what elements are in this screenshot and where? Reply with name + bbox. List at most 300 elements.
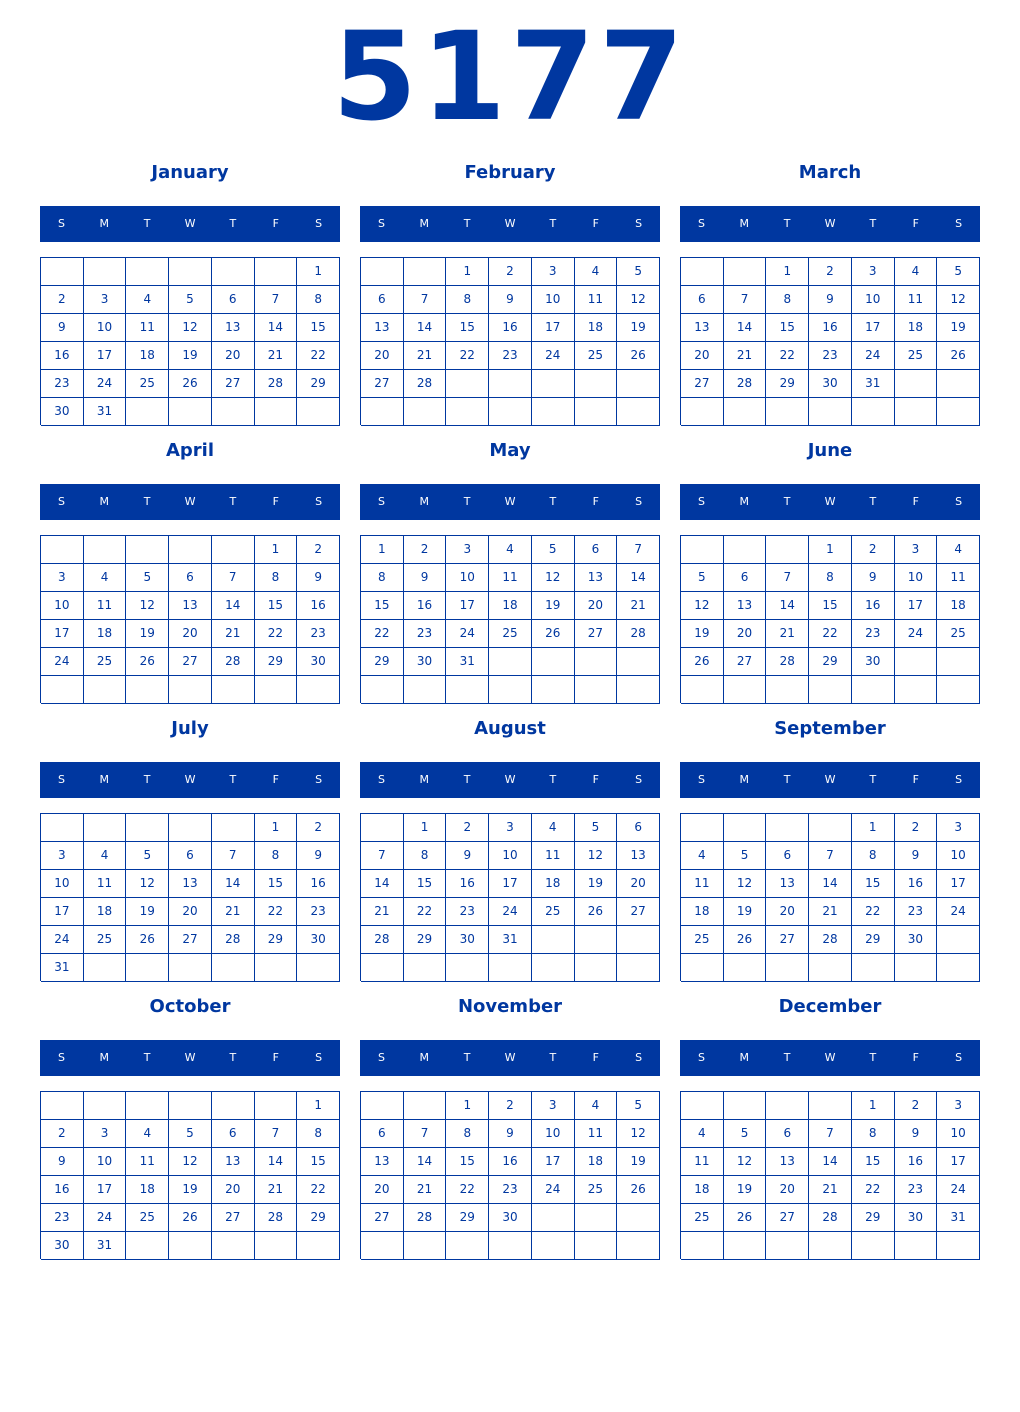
empty-day-cell bbox=[681, 1232, 724, 1260]
empty-day-cell bbox=[446, 676, 489, 704]
day-cell: 28 bbox=[361, 926, 404, 954]
day-cell: 3 bbox=[489, 814, 532, 842]
day-cell: 18 bbox=[937, 592, 980, 620]
weekday-header: W bbox=[184, 217, 196, 230]
day-cell: 16 bbox=[446, 870, 489, 898]
day-cell: 9 bbox=[404, 564, 447, 592]
day-cell: 30 bbox=[895, 1204, 938, 1232]
empty-day-cell bbox=[255, 1232, 298, 1260]
weekday-header-bar bbox=[360, 762, 660, 798]
empty-day-cell bbox=[361, 398, 404, 426]
day-cell: 8 bbox=[852, 1120, 895, 1148]
day-grid bbox=[360, 1091, 660, 1259]
day-cell: 10 bbox=[84, 1148, 127, 1176]
day-cell: 2 bbox=[852, 536, 895, 564]
day-cell: 14 bbox=[404, 1148, 447, 1176]
empty-day-cell bbox=[404, 954, 447, 982]
day-cell: 25 bbox=[489, 620, 532, 648]
day-cell: 15 bbox=[361, 592, 404, 620]
day-cell: 11 bbox=[532, 842, 575, 870]
empty-day-cell bbox=[361, 814, 404, 842]
day-cell: 30 bbox=[446, 926, 489, 954]
day-cell: 21 bbox=[255, 1176, 298, 1204]
day-cell: 20 bbox=[361, 342, 404, 370]
empty-day-cell bbox=[404, 258, 447, 286]
day-cell: 8 bbox=[446, 286, 489, 314]
day-cell: 19 bbox=[681, 620, 724, 648]
empty-day-cell bbox=[532, 648, 575, 676]
day-cell: 28 bbox=[212, 648, 255, 676]
weekday-header: T bbox=[229, 1051, 237, 1064]
weekday-header: T bbox=[869, 217, 877, 230]
day-cell: 7 bbox=[809, 842, 852, 870]
day-cell: 2 bbox=[809, 258, 852, 286]
day-cell: 28 bbox=[212, 926, 255, 954]
day-cell: 17 bbox=[84, 1176, 127, 1204]
day-cell: 23 bbox=[41, 370, 84, 398]
day-cell: 6 bbox=[724, 564, 767, 592]
weekday-header: T bbox=[549, 773, 557, 786]
day-cell: 21 bbox=[809, 898, 852, 926]
weekday-header: S bbox=[697, 773, 705, 786]
day-cell: 23 bbox=[404, 620, 447, 648]
day-cell: 22 bbox=[297, 342, 340, 370]
day-cell: 22 bbox=[766, 342, 809, 370]
weekday-header: S bbox=[315, 495, 323, 508]
empty-day-cell bbox=[766, 814, 809, 842]
day-cell: 10 bbox=[489, 842, 532, 870]
day-cell: 22 bbox=[297, 1176, 340, 1204]
empty-day-cell bbox=[446, 370, 489, 398]
empty-day-cell bbox=[532, 370, 575, 398]
day-cell: 24 bbox=[489, 898, 532, 926]
weekday-header: S bbox=[955, 495, 963, 508]
empty-day-cell bbox=[532, 398, 575, 426]
day-cell: 28 bbox=[617, 620, 660, 648]
day-cell: 20 bbox=[724, 620, 767, 648]
empty-day-cell bbox=[126, 1092, 169, 1120]
empty-day-cell bbox=[617, 1232, 660, 1260]
empty-day-cell bbox=[766, 1232, 809, 1260]
day-cell: 14 bbox=[255, 1148, 298, 1176]
day-cell: 4 bbox=[937, 536, 980, 564]
empty-day-cell bbox=[681, 536, 724, 564]
day-cell: 5 bbox=[169, 1120, 212, 1148]
day-cell: 26 bbox=[617, 1176, 660, 1204]
month-name: October bbox=[149, 996, 231, 1017]
day-cell: 17 bbox=[937, 870, 980, 898]
empty-day-cell bbox=[212, 1092, 255, 1120]
day-cell: 13 bbox=[212, 1148, 255, 1176]
day-cell: 24 bbox=[446, 620, 489, 648]
day-cell: 8 bbox=[766, 286, 809, 314]
weekday-header: M bbox=[99, 495, 110, 508]
day-cell: 23 bbox=[895, 1176, 938, 1204]
empty-day-cell bbox=[724, 258, 767, 286]
day-cell: 26 bbox=[724, 926, 767, 954]
weekday-header: M bbox=[419, 495, 430, 508]
day-cell: 23 bbox=[489, 342, 532, 370]
day-cell: 24 bbox=[895, 620, 938, 648]
day-cell: 6 bbox=[766, 842, 809, 870]
empty-day-cell bbox=[212, 814, 255, 842]
day-cell: 16 bbox=[895, 1148, 938, 1176]
day-cell: 22 bbox=[446, 1176, 489, 1204]
empty-day-cell bbox=[297, 954, 340, 982]
day-cell: 25 bbox=[84, 926, 127, 954]
day-cell: 27 bbox=[766, 926, 809, 954]
day-cell: 24 bbox=[532, 342, 575, 370]
day-cell: 6 bbox=[169, 564, 212, 592]
empty-day-cell bbox=[895, 648, 938, 676]
day-cell: 24 bbox=[532, 1176, 575, 1204]
day-cell: 10 bbox=[895, 564, 938, 592]
weekday-header: F bbox=[272, 773, 279, 786]
empty-day-cell bbox=[84, 1092, 127, 1120]
weekday-header: S bbox=[57, 217, 65, 230]
day-cell: 27 bbox=[212, 1204, 255, 1232]
day-cell: 29 bbox=[297, 370, 340, 398]
day-cell: 2 bbox=[446, 814, 489, 842]
weekday-header: M bbox=[739, 217, 750, 230]
weekday-header: F bbox=[592, 773, 599, 786]
day-grid bbox=[40, 257, 340, 425]
day-cell: 31 bbox=[41, 954, 84, 982]
day-cell: 27 bbox=[575, 620, 618, 648]
day-cell: 5 bbox=[617, 258, 660, 286]
day-cell: 19 bbox=[617, 1148, 660, 1176]
day-cell: 30 bbox=[489, 1204, 532, 1232]
day-cell: 21 bbox=[809, 1176, 852, 1204]
day-cell: 17 bbox=[532, 314, 575, 342]
month-name: February bbox=[464, 162, 556, 183]
day-cell: 3 bbox=[41, 842, 84, 870]
day-cell: 6 bbox=[361, 286, 404, 314]
day-cell: 22 bbox=[852, 898, 895, 926]
empty-day-cell bbox=[446, 398, 489, 426]
weekday-header: W bbox=[184, 495, 196, 508]
day-cell: 18 bbox=[489, 592, 532, 620]
empty-day-cell bbox=[41, 258, 84, 286]
day-cell: 18 bbox=[895, 314, 938, 342]
day-cell: 7 bbox=[255, 286, 298, 314]
day-cell: 28 bbox=[255, 370, 298, 398]
empty-day-cell bbox=[937, 398, 980, 426]
empty-day-cell bbox=[809, 814, 852, 842]
empty-day-cell bbox=[169, 536, 212, 564]
weekday-header: W bbox=[504, 1051, 516, 1064]
empty-day-cell bbox=[255, 954, 298, 982]
day-cell: 30 bbox=[297, 648, 340, 676]
day-cell: 12 bbox=[937, 286, 980, 314]
day-cell: 2 bbox=[297, 814, 340, 842]
empty-day-cell bbox=[41, 536, 84, 564]
day-cell: 12 bbox=[724, 870, 767, 898]
empty-day-cell bbox=[41, 814, 84, 842]
empty-day-cell bbox=[489, 1232, 532, 1260]
empty-day-cell bbox=[575, 370, 618, 398]
day-cell: 12 bbox=[126, 870, 169, 898]
day-cell: 4 bbox=[126, 286, 169, 314]
day-cell: 26 bbox=[681, 648, 724, 676]
day-cell: 4 bbox=[681, 1120, 724, 1148]
day-cell: 25 bbox=[681, 1204, 724, 1232]
day-grid bbox=[680, 535, 980, 703]
day-cell: 8 bbox=[404, 842, 447, 870]
empty-day-cell bbox=[532, 676, 575, 704]
day-cell: 28 bbox=[766, 648, 809, 676]
day-cell: 22 bbox=[809, 620, 852, 648]
day-cell: 13 bbox=[361, 314, 404, 342]
day-cell: 1 bbox=[255, 814, 298, 842]
weekday-header: S bbox=[955, 217, 963, 230]
day-cell: 25 bbox=[895, 342, 938, 370]
day-cell: 11 bbox=[126, 1148, 169, 1176]
weekday-header: S bbox=[377, 1051, 385, 1064]
day-cell: 31 bbox=[84, 1232, 127, 1260]
empty-day-cell bbox=[255, 258, 298, 286]
weekday-header-bar bbox=[680, 762, 980, 798]
weekday-header-bar bbox=[360, 1040, 660, 1076]
day-cell: 26 bbox=[937, 342, 980, 370]
day-cell: 16 bbox=[41, 1176, 84, 1204]
day-cell: 27 bbox=[361, 370, 404, 398]
empty-day-cell bbox=[617, 648, 660, 676]
empty-day-cell bbox=[575, 398, 618, 426]
day-cell: 6 bbox=[575, 536, 618, 564]
day-cell: 20 bbox=[212, 1176, 255, 1204]
empty-day-cell bbox=[575, 1204, 618, 1232]
day-cell: 24 bbox=[937, 1176, 980, 1204]
day-cell: 13 bbox=[169, 870, 212, 898]
weekday-header: T bbox=[229, 773, 237, 786]
day-cell: 15 bbox=[852, 1148, 895, 1176]
weekday-header: M bbox=[99, 1051, 110, 1064]
day-cell: 9 bbox=[41, 314, 84, 342]
day-cell: 4 bbox=[489, 536, 532, 564]
month-name: December bbox=[778, 996, 882, 1017]
empty-day-cell bbox=[532, 1232, 575, 1260]
day-cell: 11 bbox=[84, 592, 127, 620]
year-title: 5177 bbox=[332, 6, 688, 148]
weekday-header: S bbox=[955, 1051, 963, 1064]
month-name: March bbox=[798, 162, 862, 183]
day-cell: 8 bbox=[297, 286, 340, 314]
empty-day-cell bbox=[169, 1092, 212, 1120]
day-cell: 15 bbox=[297, 1148, 340, 1176]
weekday-header: S bbox=[635, 495, 643, 508]
empty-day-cell bbox=[297, 398, 340, 426]
day-cell: 18 bbox=[126, 1176, 169, 1204]
day-cell: 18 bbox=[84, 898, 127, 926]
day-cell: 15 bbox=[297, 314, 340, 342]
empty-day-cell bbox=[255, 398, 298, 426]
day-cell: 27 bbox=[169, 926, 212, 954]
day-cell: 11 bbox=[681, 1148, 724, 1176]
day-cell: 7 bbox=[809, 1120, 852, 1148]
empty-day-cell bbox=[852, 954, 895, 982]
weekday-header: W bbox=[824, 1051, 836, 1064]
day-cell: 25 bbox=[937, 620, 980, 648]
weekday-header: T bbox=[143, 495, 151, 508]
day-cell: 5 bbox=[532, 536, 575, 564]
day-cell: 23 bbox=[297, 898, 340, 926]
day-cell: 7 bbox=[724, 286, 767, 314]
day-cell: 27 bbox=[169, 648, 212, 676]
empty-day-cell bbox=[84, 536, 127, 564]
empty-day-cell bbox=[212, 258, 255, 286]
weekday-header: S bbox=[315, 217, 323, 230]
day-cell: 30 bbox=[895, 926, 938, 954]
empty-day-cell bbox=[895, 1232, 938, 1260]
weekday-header: T bbox=[549, 217, 557, 230]
empty-day-cell bbox=[84, 954, 127, 982]
empty-day-cell bbox=[937, 1232, 980, 1260]
day-cell: 25 bbox=[126, 370, 169, 398]
day-cell: 24 bbox=[937, 898, 980, 926]
day-cell: 7 bbox=[617, 536, 660, 564]
day-cell: 4 bbox=[126, 1120, 169, 1148]
day-cell: 1 bbox=[446, 258, 489, 286]
day-cell: 29 bbox=[361, 648, 404, 676]
day-cell: 16 bbox=[852, 592, 895, 620]
empty-day-cell bbox=[895, 954, 938, 982]
day-cell: 19 bbox=[532, 592, 575, 620]
day-cell: 5 bbox=[575, 814, 618, 842]
day-cell: 9 bbox=[895, 842, 938, 870]
day-cell: 19 bbox=[575, 870, 618, 898]
day-cell: 29 bbox=[852, 926, 895, 954]
day-cell: 3 bbox=[84, 1120, 127, 1148]
day-cell: 30 bbox=[404, 648, 447, 676]
day-cell: 28 bbox=[404, 370, 447, 398]
weekday-header: T bbox=[463, 217, 471, 230]
day-cell: 2 bbox=[41, 1120, 84, 1148]
day-cell: 12 bbox=[617, 286, 660, 314]
day-cell: 21 bbox=[361, 898, 404, 926]
empty-day-cell bbox=[766, 398, 809, 426]
weekday-header: M bbox=[739, 1051, 750, 1064]
weekday-header: T bbox=[463, 1051, 471, 1064]
day-cell: 12 bbox=[126, 592, 169, 620]
day-cell: 29 bbox=[255, 648, 298, 676]
weekday-header: F bbox=[592, 495, 599, 508]
weekday-header-bar bbox=[360, 484, 660, 520]
empty-day-cell bbox=[532, 926, 575, 954]
day-cell: 23 bbox=[809, 342, 852, 370]
day-cell: 5 bbox=[126, 842, 169, 870]
weekday-header-bar bbox=[40, 762, 340, 798]
empty-day-cell bbox=[404, 1232, 447, 1260]
empty-day-cell bbox=[126, 536, 169, 564]
day-cell: 4 bbox=[895, 258, 938, 286]
weekday-header: T bbox=[869, 495, 877, 508]
day-cell: 25 bbox=[532, 898, 575, 926]
empty-day-cell bbox=[212, 954, 255, 982]
empty-day-cell bbox=[617, 676, 660, 704]
weekday-header: F bbox=[912, 1051, 919, 1064]
day-cell: 11 bbox=[126, 314, 169, 342]
day-cell: 17 bbox=[937, 1148, 980, 1176]
day-cell: 28 bbox=[809, 1204, 852, 1232]
weekday-header-bar bbox=[680, 206, 980, 242]
day-cell: 20 bbox=[212, 342, 255, 370]
day-cell: 21 bbox=[212, 620, 255, 648]
weekday-header: T bbox=[549, 495, 557, 508]
empty-day-cell bbox=[852, 676, 895, 704]
day-cell: 3 bbox=[937, 814, 980, 842]
month-name: April bbox=[165, 440, 215, 461]
empty-day-cell bbox=[809, 1232, 852, 1260]
day-cell: 25 bbox=[575, 1176, 618, 1204]
weekday-header: W bbox=[184, 773, 196, 786]
day-cell: 19 bbox=[126, 898, 169, 926]
day-cell: 18 bbox=[575, 314, 618, 342]
day-cell: 6 bbox=[212, 1120, 255, 1148]
weekday-header-bar bbox=[680, 484, 980, 520]
weekday-header: M bbox=[419, 773, 430, 786]
day-cell: 5 bbox=[724, 842, 767, 870]
day-cell: 10 bbox=[41, 870, 84, 898]
empty-day-cell bbox=[532, 954, 575, 982]
day-cell: 3 bbox=[852, 258, 895, 286]
weekday-header: W bbox=[504, 217, 516, 230]
weekday-header: S bbox=[697, 495, 705, 508]
day-cell: 10 bbox=[532, 1120, 575, 1148]
empty-day-cell bbox=[937, 648, 980, 676]
weekday-header: F bbox=[592, 217, 599, 230]
weekday-header: S bbox=[57, 773, 65, 786]
day-cell: 14 bbox=[404, 314, 447, 342]
day-cell: 8 bbox=[255, 842, 298, 870]
day-cell: 4 bbox=[84, 564, 127, 592]
weekday-header: W bbox=[504, 495, 516, 508]
day-cell: 9 bbox=[297, 842, 340, 870]
empty-day-cell bbox=[852, 1232, 895, 1260]
day-cell: 20 bbox=[681, 342, 724, 370]
weekday-header: M bbox=[99, 217, 110, 230]
empty-day-cell bbox=[575, 926, 618, 954]
empty-day-cell bbox=[361, 258, 404, 286]
weekday-header-bar bbox=[40, 484, 340, 520]
day-cell: 14 bbox=[809, 1148, 852, 1176]
day-cell: 8 bbox=[255, 564, 298, 592]
empty-day-cell bbox=[895, 398, 938, 426]
empty-day-cell bbox=[852, 398, 895, 426]
day-cell: 17 bbox=[895, 592, 938, 620]
empty-day-cell bbox=[41, 676, 84, 704]
day-cell: 11 bbox=[895, 286, 938, 314]
month-name: August bbox=[474, 718, 546, 739]
day-cell: 13 bbox=[724, 592, 767, 620]
empty-day-cell bbox=[575, 648, 618, 676]
day-cell: 26 bbox=[575, 898, 618, 926]
day-cell: 26 bbox=[169, 1204, 212, 1232]
empty-day-cell bbox=[446, 954, 489, 982]
month-name: January bbox=[151, 162, 229, 183]
day-cell: 6 bbox=[169, 842, 212, 870]
day-cell: 1 bbox=[852, 1092, 895, 1120]
day-cell: 16 bbox=[489, 314, 532, 342]
day-cell: 25 bbox=[575, 342, 618, 370]
day-cell: 13 bbox=[212, 314, 255, 342]
day-cell: 7 bbox=[212, 842, 255, 870]
weekday-header: W bbox=[504, 773, 516, 786]
day-cell: 25 bbox=[126, 1204, 169, 1232]
day-cell: 1 bbox=[852, 814, 895, 842]
day-cell: 15 bbox=[404, 870, 447, 898]
day-cell: 20 bbox=[766, 1176, 809, 1204]
